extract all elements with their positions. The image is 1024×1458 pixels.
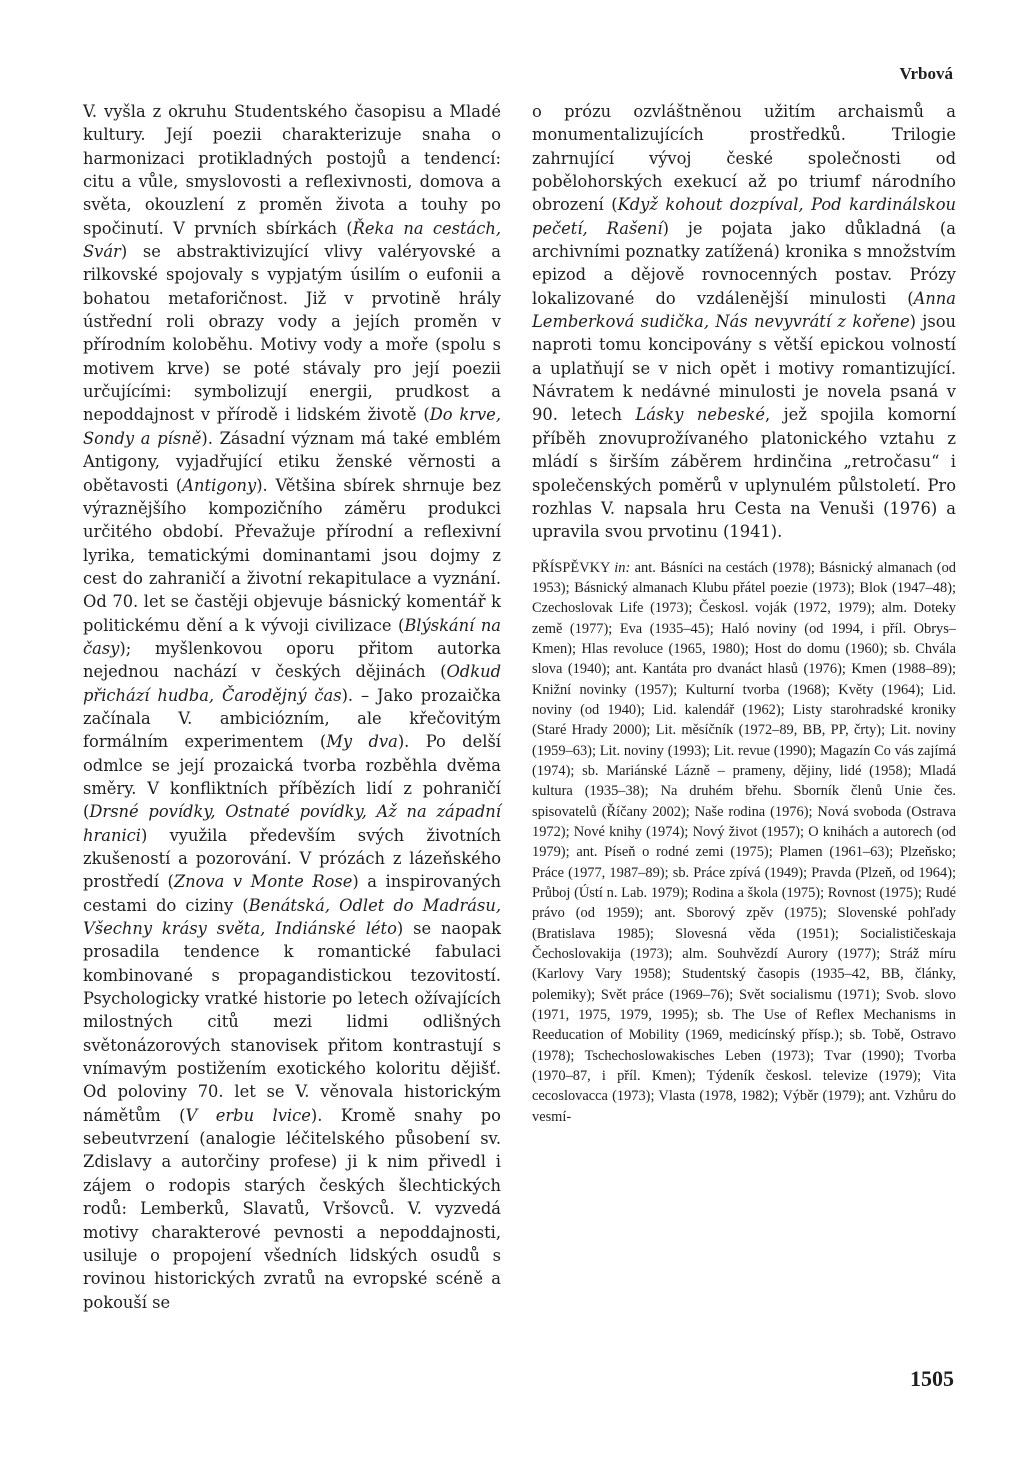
article-body-right: o prózu ozvláštněnou užitím archaismů a monumentalizujících prostředků. Trilogie zahrnující vývoj české společnosti od pobělohorských exekucí až po triumf národního obrození (Když kohout dozpíval, Pod kardinálskou pečetí, Rašení) je pojata jako důkladná (a archivními poznatky zatížená) kronika s množstvím epizod a dějově rovnocenných postav. Prózy lokalizované do vzdálenější minulosti (Anna Lemberková sudička, Nás nevyvrátí z kořene) jsou naproti tomu koncipovány s větší epickou volností a uplatňují se v nich opět i motivy romantizující. Návratem k nedávné minulosti je novela psaná v 90. letech Lásky nebeské, jež spojila komorní příběh znovuprožívaného platonického vztahu z mládí s širším záběrem hrdinčina „retročasu“ i společenských poměrů v uplynulém půlstoletí. Pro rozhlas V. napsala hru Cesta na Venuši (1976) a upravila svou prvotinu (1941). [532, 102, 956, 542]
contributions-section: PŘÍSPĚVKY in: ant. Básníci na cestách (1978); Básnický almanach (od 1953); Básnický almanach Klubu přátel poezie (1973); Blok (1947–48); Czechoslovak Life (1973); Českosl. voják (1972, 1979); alm. Doteky země (1977); Eva (1935–45); Haló noviny (od 1994, i příl. Obrys–Kmen); Hlas revoluce (1965, 1980); Host do domu (1960); sb. Chvála slova (1940); ant. Kantáta pro dvanáct hlasů (1976); Kmen (1988–89); Knižní novinky (1957); Kulturní tvorba (1968); Květy (1964); Lid. noviny (od 1940); Lid. kalendář (1962); Listy starohradské kroniky (Staré Hrady 2000); Lit. měsíčník (1972–89, BB, PP, črty); Lit. noviny (1959–63); Lit. noviny (1993); Lit. revue (1990); Magazín Co vás zajímá (1974); sb. Mariánské Lázně – prameny, dějiny, lidé (1958); Mladá kultura (1935–38); Na druhém břehu. Sborník členů Unie čes. spisovatelů (Říčany 2002); Naše rodina (1976); Nová svoboda (Ostrava 1972); Nové knihy (1974); Nový život (1957); O knihách a autorech (od 1979); ant. Píseň o rodné zemi (1975); Plamen (1961–63); Plzeňsko; Práce (1977, 1987–89); sb. Práce zpívá (1949); Pravda (Plzeň, od 1964); Průboj (Ústí n. Lab. 1979); Rodina a škola (1975); Rovnost (1975); Rudé právo (od 1959); ant. Sborový zpěv (1975); Slovenské pohľady (Bratislava 1985); Slovesná věda (1951); Socialističeskaja Čechoslovakija (1973); alm. Souhvězdí Aurory (1977); Stráž míru (Karlovy Vary 1958); Studentský časopis (1935–42, BB, články, polemiky); Svět práce (1969–76); Svět socialismu (1971); Svob. slovo (1971, 1975, 1979, 1995); sb. The Use of Reflex Mechanisms in Reeducation of Mobility (1969, medicínský přísp.); sb. Tobě, Ostravo (1978); Tschechoslowakisches Leben (1973); Tvar (1990); Tvorba (1970–87, i příl. Kmen); Týdeník českosl. televize (1979); Vita cecoslovacca (1973); Vlasta (1978, 1982); Výběr (1979); ant. Vzhůru do vesmí- [532, 559, 956, 1125]
contributions-heading: PŘÍSPĚVKY [532, 559, 610, 576]
page-number: 1505 [910, 1366, 954, 1391]
article-body-left: V. vyšla z okruhu Studentského časopisu a Mladé kultury. Její poezii charakterizuje snaha o harmonizaci protikladných postojů a tendencí: citu a vůle, smyslovosti a reflexivnosti, domova a světa, okouzlení z proměn života a touhy po spočinutí. V prvních sbírkách (Řeka na cestách, Svár) se abstraktivizující vlivy valéryovské a rilkovské spojovaly s vypjatým úsilím o eufonii a bohatou metaforičnost. Již v prvotině hrály ústřední roli obrazy vody a jejích proměn v přírodním koloběhu. Motivy vody a moře (spolu s motivem krve) se poté stávaly pro její poezii určujícími: symbolizují energii, prudkost a nepoddajnost v přírodě i lidském životě (Do krve, Sondy a písně). Zásadní význam má také emblém Antigony, vyjadřující etiku ženské věrnosti a obětavosti (Antigony). Většina sbírek shrnuje bez výraznějšího kompozičního záměru produkci určitého období. Převažuje přírodní a reflexivní lyrika, tematickými dominantami jsou dojmy z cest do zahraničí a životní rekapitulace a vyznání. Od 70. let se častěji objevuje básnický komentář k politickému dění a k vývoji civilizace (Blýskání na časy); myšlenkovou oporu přitom autorka nejednou nachází v českých dějinách (Odkud přichází hudba, Čarodějný čas). – Jako prozaička začínala V. ambiciózním, ale křečovitým formálním experimentem (My dva). Po delší odmlce se její prozaická tvorba rozběhla dvěma směry. V konfliktních příbězích lidí z pohraničí (Drsné povídky, Ostnaté povídky, Až na západní hranici) využila především svých životních zkušeností a pozorování. V prózách z lázeňského prostředí (Znova v Monte Rose) a inspirovaných cestami do ciziny (Benátská, Odlet do Madrásu, Všechny krásy světa, Indiánské léto) se naopak prosadila tendence k romantické fabulaci kombinované s propagandistickou tezovitostí. Psychologicky vratké historie po letech ožívajících milostných citů mezi lidmi odlišných světonázorových stanovisek přitom kontrastují s vnímavým postižením exotického koloritu dějišť. Od poloviny 70. let se V. věnovala historickým námětům (V erbu lvice). Kromě snahy po sebeutvrzení (analogie léčitelského působení sv. Zdislavy a autorčiny profese) ji k nim přivedl i zájem o rodopis starých českých šlechtických rodů: Lemberků, Slavatů, Vršovců. V. vyzvedá motivy charakterové pevnosti a nepoddajnosti, usiluje o propojení všedních lidských osudů s rovinou historických zvratů na evropské scéně a pokouší se [83, 102, 502, 1312]
right-column [532, 100, 956, 1127]
left-column [83, 100, 501, 1314]
running-head: Vrbová [899, 64, 953, 83]
